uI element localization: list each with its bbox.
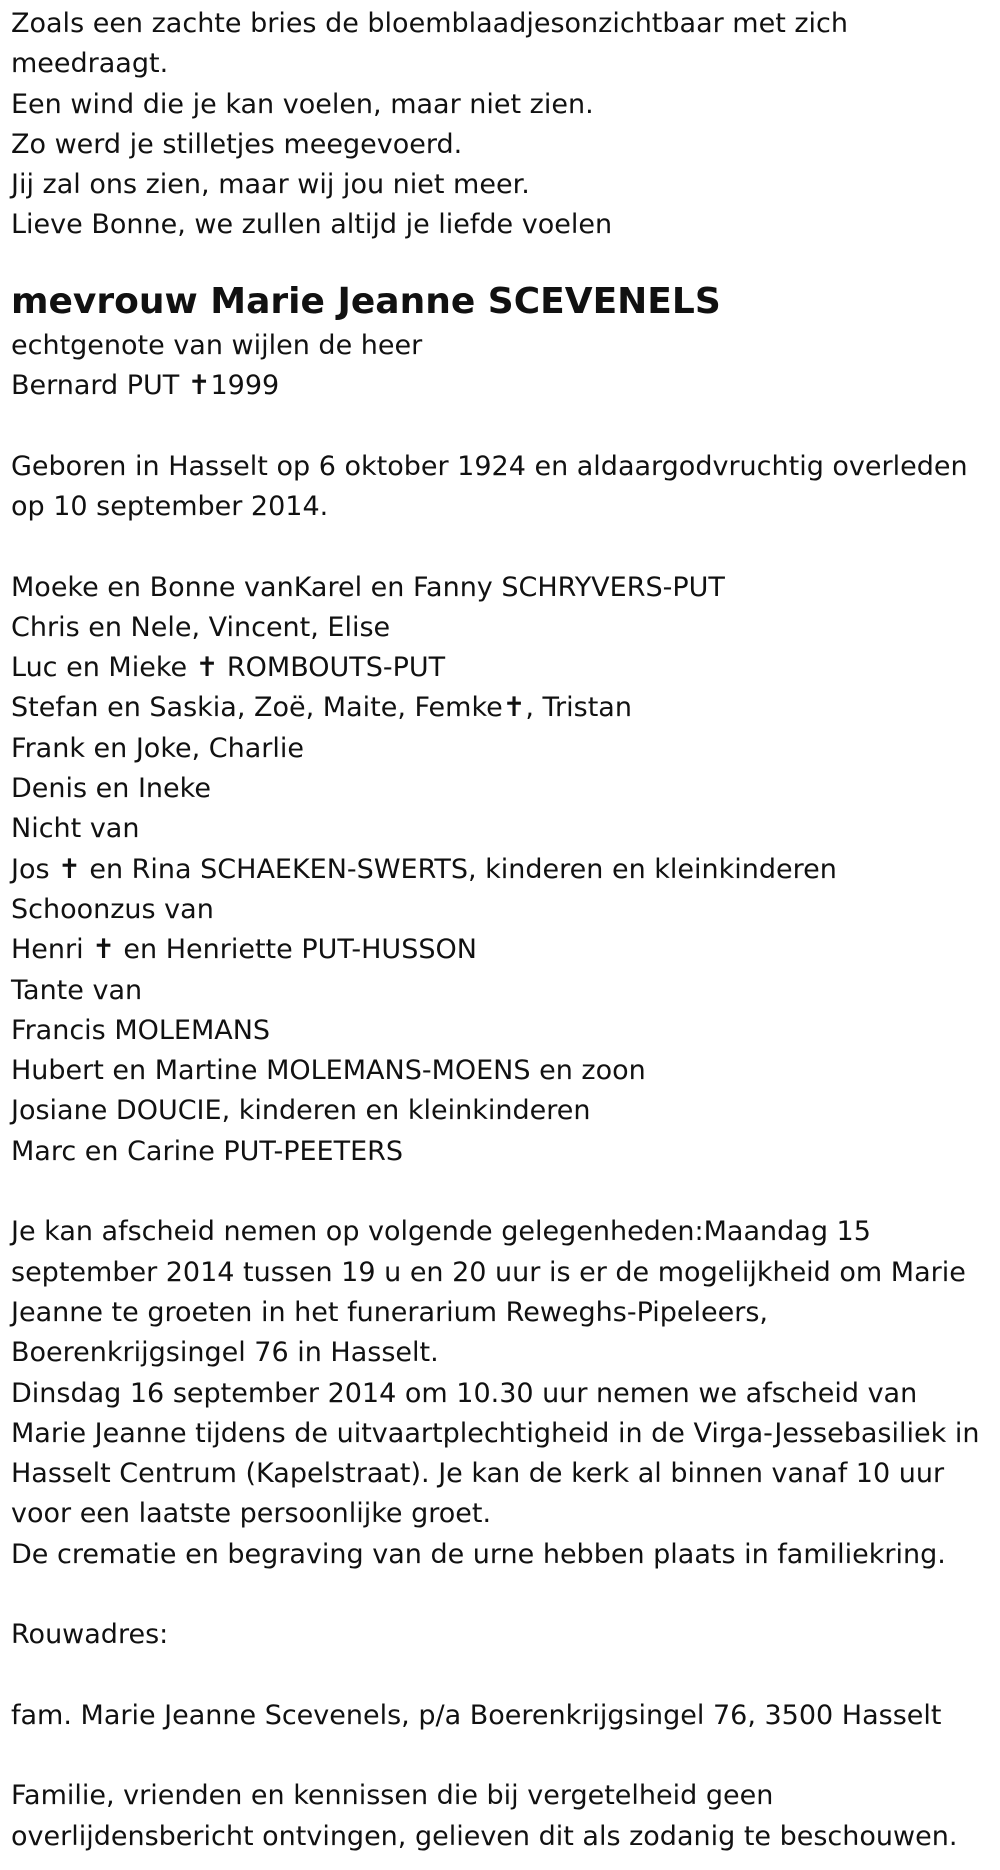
spouse-line: echtgenote van wijlen de heer [11,329,423,361]
poem-line: Jij zal ons zien, maar wij jou niet meer. [11,169,530,201]
poem-line: Lieve Bonne, we zullen altijd je liefde voelen [11,209,613,241]
family-line: Frank en Joke, Charlie [11,732,305,764]
family-line: Schoonzus van [11,893,214,925]
family-line: Henri ✝ en Henriette PUT-HUSSON [11,934,477,966]
family-line: Tante van [11,974,143,1006]
farewell-paragraph: Dinsdag 16 september 2014 om 10.30 uur nemen we afscheid van Marie Jeanne tijdens de uitvaartplechtigheid in de Virga-Jessebasiliek in Hasselt Centrum (Kapelstraat). Je kan de kerk al binnen vanaf 10 uur voor een laatste persoonlijke groet. [11,1377,980,1530]
family-list [11,568,990,1172]
family-line: Denis en Ineke [11,773,211,805]
spacer [11,1736,990,1776]
family-line: Moeke en Bonne vanKarel en Fanny SCHRYVERS-PUT [11,571,725,603]
address-value: fam. Marie Jeanne Scevenels, p/a Boerenkrijgsingel 76, 3500 Hasselt [11,1699,942,1731]
poem-line: Zoals een zachte bries de bloemblaadjesonzichtbaar met zich meedraagt. [11,8,849,80]
poem-line: Een wind die je kan voelen, maar niet zien. [11,88,594,120]
family-line: Jos ✝ en Rina SCHAEKEN-SWERTS, kinderen en kleinkinderen [11,853,837,885]
farewell-info [11,1212,990,1575]
poem-line: Zo werd je stilletjes meegevoerd. [11,128,463,160]
family-line: Hubert en Martine MOLEMANS-MOENS en zoon [11,1055,646,1087]
spacer [11,1172,990,1212]
family-line: Marc en Carine PUT-PEETERS [11,1135,404,1167]
address-label: Rouwadres: [11,1619,169,1651]
farewell-paragraph: De crematie en begraving van de urne hebben plaats in familiekring. [11,1538,946,1570]
spacer [11,1575,990,1615]
closing-note: Familie, vrienden en kennissen die bij vergetelheid geen overlijdensbericht ontvingen, gelieven dit als zodanig te beschouwen. [11,1780,958,1852]
spacer [11,1656,990,1696]
farewell-paragraph: Je kan afscheid nemen op volgende gelegenheden:Maandag 15 september 2014 tussen 19 u en 20 uur is er de mogelijkheid om Marie Jeanne te groeten in het funerarium Reweghs-Pipeleers, Boerenkrijgsingel 76 in Hasselt. [11,1216,966,1369]
spacer [11,406,990,446]
family-line: Francis MOLEMANS [11,1014,271,1046]
family-line: Luc en Mieke ✝ ROMBOUTS-PUT [11,652,446,684]
family-line: Nicht van [11,813,140,845]
spacer [11,527,990,567]
spouse-name: Bernard PUT ✝1999 [11,370,280,402]
birth-death-text: Geboren in Hasselt op 6 oktober 1924 en aldaargodvruchtig overleden op 10 september 2014. [11,450,968,522]
family-line: Josiane DOUCIE, kinderen en kleinkinderen [11,1095,591,1127]
poem [11,4,990,246]
deceased-name: mevrouw Marie Jeanne SCEVENELS [11,280,721,322]
family-line: Chris en Nele, Vincent, Elise [11,611,391,643]
family-line: Stefan en Saskia, Zoë, Maite, Femke✝, Tristan [11,692,632,724]
